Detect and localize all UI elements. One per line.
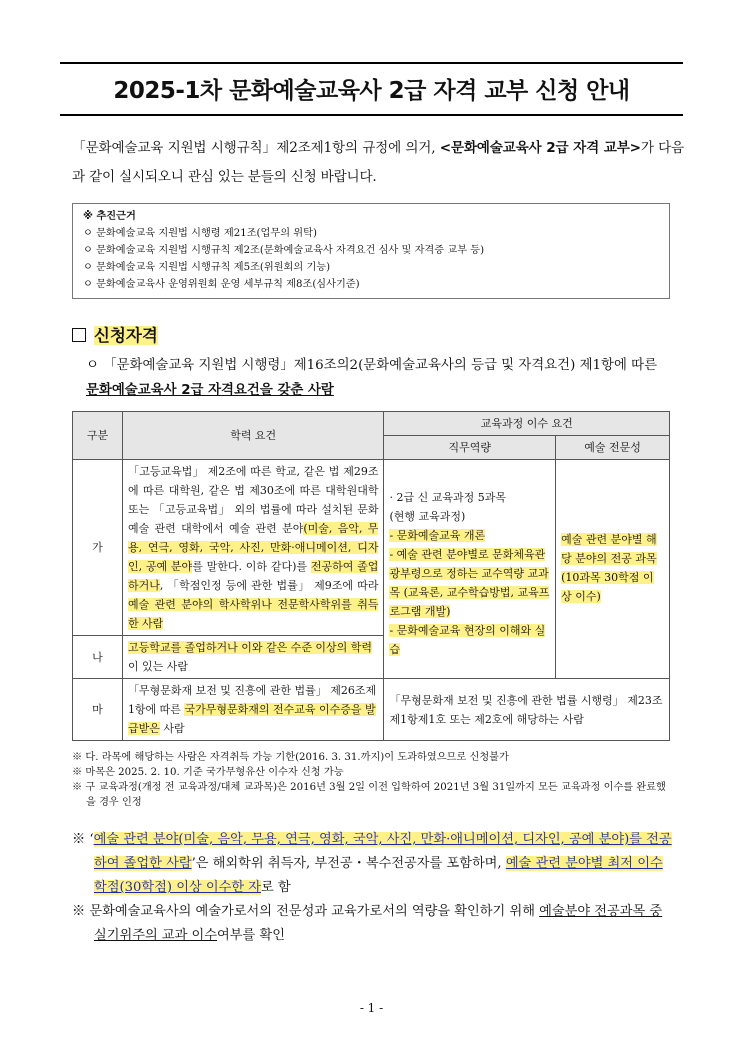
table-row	[73, 679, 670, 741]
table-row	[73, 460, 670, 636]
duty-line: - 문화예술교육 현장의 이해와 실습	[389, 624, 546, 656]
duty-line: · 2급 신 교육과정 5과목	[389, 491, 506, 504]
intro-text-2: 가 다음과 같이 실시되오니 관심 있는 분들의 신청 바랍니다.	[72, 140, 684, 185]
legal-basis-item: ㅇ 문화예술교육 지원법 시행령 제21조(업무의 위탁)	[83, 228, 317, 239]
course-cell: 「무형문화재 보전 및 진흥에 관한 법률 시행령」 제23조제1항제1호 또는 제2호에 해당하는 사람	[384, 679, 670, 741]
note-underline: 예술분야 전공과목 중 실기위주의 교과 이수	[94, 904, 663, 943]
legal-basis-heading: ※ 추진근거	[83, 211, 136, 222]
eligibility-statement	[86, 353, 672, 403]
section-title: 신청자격	[94, 326, 158, 345]
education-text: 「무형문화재 보전 및 진흥에 관한 법률」 제26조제1항에 따른	[127, 684, 377, 716]
duty-line: - 문화예술교육 개론	[389, 529, 486, 542]
education-highlight: 고등학교를 졸업하거나 이와 같은 수준 이상의 학력	[127, 641, 373, 654]
education-highlight: 국가무형문화재의 전수교육 이수증을 발급받은	[127, 703, 376, 735]
intro-paragraph	[72, 134, 684, 192]
education-highlight: 전공하여 졸업하거나	[127, 560, 379, 592]
header-course: 교육과정 이수 요건	[384, 412, 670, 436]
note-mark: ※	[72, 832, 90, 847]
education-text: 이 있는 사람	[127, 660, 189, 673]
education-cell	[122, 636, 384, 679]
education-cell	[122, 460, 384, 636]
note-text: 여부를 확인	[217, 928, 285, 943]
note-text: 로 함	[261, 880, 291, 895]
row-label: 가	[73, 460, 123, 636]
education-highlight: (미술, 음악, 무용, 연극, 영화, 국악, 사진, 만화·애니메이션, 디자인, 공예 분야	[127, 522, 379, 573]
header-art: 예술 전문성	[556, 436, 670, 460]
art-text: 예술 관련 분야별 해당 분야의 전공 과목 (10과목 30학점 이상 이수)	[561, 533, 657, 603]
eligibility-text: ㅇ 「문화예술교육 지원법 시행령」제16조의2(문화예술교육사의 등급 및 자격요건) 제1항에 따른	[86, 358, 658, 373]
section-heading	[72, 322, 158, 346]
note-blue: 예술 관련 분야별 최저 이수 학점(30학점) 이상 이수한 자	[94, 856, 663, 895]
footnotes	[72, 750, 672, 810]
legal-basis-item: ㅇ 문화예술교육사 운영위원회 운영 세부규칙 제8조(심사기준)	[83, 279, 360, 290]
additional-notes	[72, 828, 677, 948]
page-number: - 1 -	[359, 1001, 384, 1015]
note-text: 문화예술교육사의 예술가로서의 전문성과 교육가로서의 역량을 확인하기 위해	[89, 904, 540, 919]
page-title: 2025-1차 문화예술교육사 2급 자격 교부 신청 안내	[60, 62, 683, 116]
header-division: 구분	[73, 412, 123, 460]
legal-basis-box	[72, 203, 670, 299]
note-major	[72, 828, 677, 900]
header-education: 학력 요건	[122, 412, 384, 460]
footnote: ※ 다. 라목에 해당하는 사람은 자격취득 가능 기한(2016. 3. 31.까지)이 도과하였으므로 신청불가	[72, 752, 509, 763]
education-text: 「고등교육법」 제2조에 따른 학교, 같은 법 제29조에 따른 대학원, 같은 법 제30조에 따른 대학원대학 또는 「고등교육법」 외의 법률에 따라 설치된 문화예술 관련 대학에서 예술 관련 분야	[127, 465, 379, 535]
education-text: 사람	[159, 722, 185, 735]
footnote: ※ 마목은 2025. 2. 10. 기준 국가무형유산 이수자 신청 가능	[72, 767, 344, 778]
duty-line: - 예술 관련 분야별로 문화체육관광부령으로 정하는 교수역량 교과목 (교육론, 교수학습방법, 교육프로그램 개발)	[389, 548, 550, 618]
education-cell	[122, 679, 384, 741]
legal-basis-item: ㅇ 문화예술교육 지원법 시행규칙 제5조(위원회의 기능)	[83, 262, 331, 273]
education-text: 를 말한다. 이하 같다)를	[192, 560, 311, 573]
legal-basis-item: ㅇ 문화예술교육 지원법 시행규칙 제2조(문화예술교육사 자격요건 심사 및 자격증 교부 등)	[83, 245, 485, 256]
note-text: ‘	[89, 832, 94, 847]
note-text: ’은 해외학위 취득자, 부전공・복수전공자를 포함하며,	[191, 856, 506, 871]
checkbox-square-icon	[72, 328, 86, 342]
note-mark: ※	[72, 904, 90, 919]
footnote: ※ 구 교육과정(개정 전 교육과정/대체 교과목)은 2016년 3월 2일 이전 입학하여 2021년 3월 31일까지 모든 교육과정 이수를 완료했을 경우 인정	[72, 782, 666, 808]
education-highlight: 예술 관련 분야의 학사학위나 전문학사학위를 취득한 사람	[127, 598, 379, 630]
intro-bold: <문화예술교육사 2급 자격 교부>	[439, 140, 641, 156]
art-cell	[556, 460, 670, 679]
education-text: , 「학점인정 등에 관한 법률」 제9조에 따라	[159, 579, 379, 592]
note-practical	[72, 900, 677, 948]
duty-line: (현행 교육과정)	[389, 510, 466, 523]
note-blue: 예술 관련 분야(미술, 음악, 무용, 연극, 영화, 국악, 사진, 만화·애니메이션, 디자인, 공예 분야)를 전공하여 졸업한 사람	[93, 832, 672, 871]
header-duty: 직무역량	[384, 436, 556, 460]
duty-cell	[384, 460, 556, 679]
row-label: 마	[73, 679, 123, 741]
intro-text-1: 「문화예술교육 지원법 시행규칙」제2조제1항의 규정에 의거,	[72, 140, 440, 156]
requirements-table	[72, 411, 670, 741]
eligibility-underline: 문화예술교육사 2급 자격요건을 갖춘 사람	[86, 383, 334, 398]
row-label: 나	[73, 636, 123, 679]
